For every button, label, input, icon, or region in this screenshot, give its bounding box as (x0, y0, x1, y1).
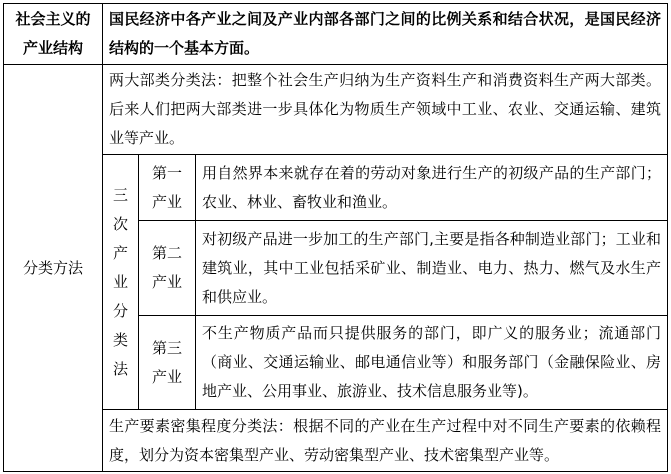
three-industries-label-char: 三 (112, 185, 128, 204)
primary-industry-desc-cell: 用自然界本来就存在着的劳动对象进行生产的初级产品的生产部门；农业、林业、畜牧业和渔业。 (196, 155, 668, 221)
table-row (4, 65, 668, 155)
table-row (4, 155, 668, 221)
table-row (4, 410, 668, 472)
three-industries-label-char: 次 (112, 214, 128, 233)
two-sectors-method-cell: 两大部类分类法：把整个社会生产归纳为生产资料生产和消费资料生产两大部类。后来人们把两大部类进一步具体化为物质生产领域中工业、农业、交通运输、建筑业等产业。 (103, 65, 668, 155)
three-industries-label-char: 业 (112, 272, 128, 291)
three-industries-label-char: 法 (112, 359, 128, 378)
primary-industry-name-cell: 第一产业 (139, 155, 196, 221)
secondary-industry-name-cell: 第二产业 (139, 221, 196, 316)
three-industries-label-cell (103, 155, 139, 410)
factor-intensity-method-cell: 生产要素密集程度分类法：根据不同的产业在生产过程中对不同生产要素的依赖程度，划分为资本密集型产业、劳动密集型产业、技术密集型产业等。 (103, 410, 668, 472)
three-industries-label-char: 产 (112, 243, 128, 262)
classification-label-cell: 分类方法 (4, 65, 103, 472)
industry-structure-table (3, 3, 668, 472)
table-row (4, 4, 668, 65)
tertiary-industry-name-cell: 第三产业 (139, 316, 196, 410)
three-industries-label-char: 类 (112, 330, 128, 349)
three-industries-label-char: 分 (112, 301, 128, 320)
structure-definition-cell: 国民经济中各产业之间及产业内部各部门之间的比例关系和结合状况，是国民经济结构的一个基本方面。 (103, 4, 668, 65)
tertiary-industry-desc-cell: 不生产物质产品而只提供服务的部门，即广义的服务业；流通部门（商业、交通运输业、邮电通信业等）和服务部门（金融保险业、房地产业、公用事业、旅游业、技术信息服务业等)。 (196, 316, 668, 410)
secondary-industry-desc-cell: 对初级产品进一步加工的生产部门,主要是指各种制造业部门；工业和建筑业，其中工业包括采矿业、制造业、电力、热力、燃气及水生产和供应业。 (196, 221, 668, 316)
structure-label-cell: 社会主义的产业结构 (4, 4, 103, 65)
